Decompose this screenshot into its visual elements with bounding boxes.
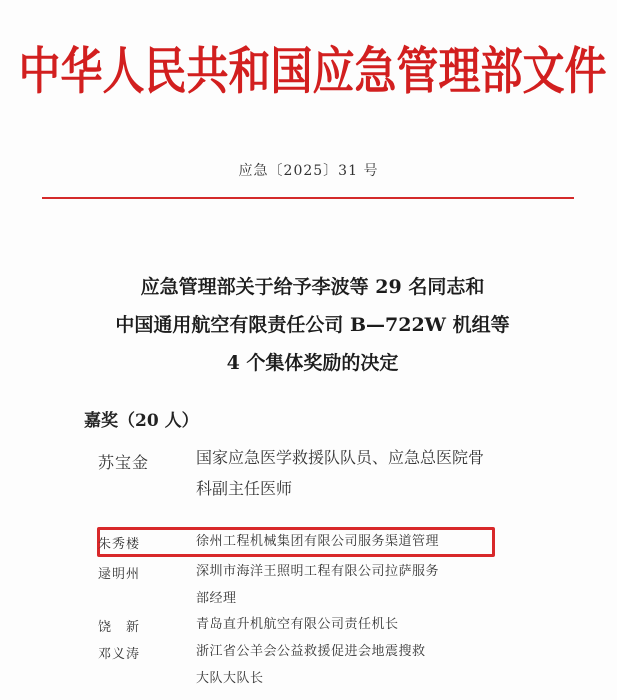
decision-title-line-3: 4 个集体奖励的决定 xyxy=(226,352,399,374)
person-title-line-2: 科副主任医师 xyxy=(196,479,293,498)
decision-title xyxy=(40,268,585,382)
person-name: 苏宝金 xyxy=(98,453,150,472)
person-title xyxy=(196,528,439,555)
red-divider-line xyxy=(42,197,574,199)
person-title xyxy=(196,638,426,692)
person-title xyxy=(196,558,439,612)
person-title-line-1: 深圳市海洋王照明工程有限公司拉萨服务 xyxy=(196,564,440,579)
person-title-line-1: 徐州工程机械集团有限公司服务渠道管理 xyxy=(196,534,440,549)
person-title xyxy=(196,442,484,504)
person-name: 邓义涛 xyxy=(98,647,141,662)
decision-title-line-2: 中国通用航空有限责任公司 B—722W 机组等 xyxy=(115,314,510,336)
person-title-line-1: 国家应急医学救援队队员、应急总医院骨 xyxy=(196,448,485,467)
person-title-line-1: 青岛直升机航空有限公司责任机长 xyxy=(196,617,399,632)
person-title-line-2: 大队大队长 xyxy=(196,671,264,686)
person-title-line-1: 浙江省公羊会公益救援促进会地震搜救 xyxy=(196,644,426,659)
person-name: 饶 新 xyxy=(98,620,141,635)
person-title xyxy=(196,611,399,638)
document-number: 应急〔2025〕31 号 xyxy=(238,163,379,179)
section-heading-commendation: 嘉奖（20 人） xyxy=(84,411,199,431)
person-name: 朱秀楼 xyxy=(98,537,141,552)
decision-title-line-1: 应急管理部关于给予李波等 29 名同志和 xyxy=(140,276,485,298)
person-name: 逯明州 xyxy=(98,567,141,582)
person-title-line-2: 部经理 xyxy=(196,591,237,606)
document-header-title: 中华人民共和国应急管理部文件 xyxy=(18,41,607,101)
